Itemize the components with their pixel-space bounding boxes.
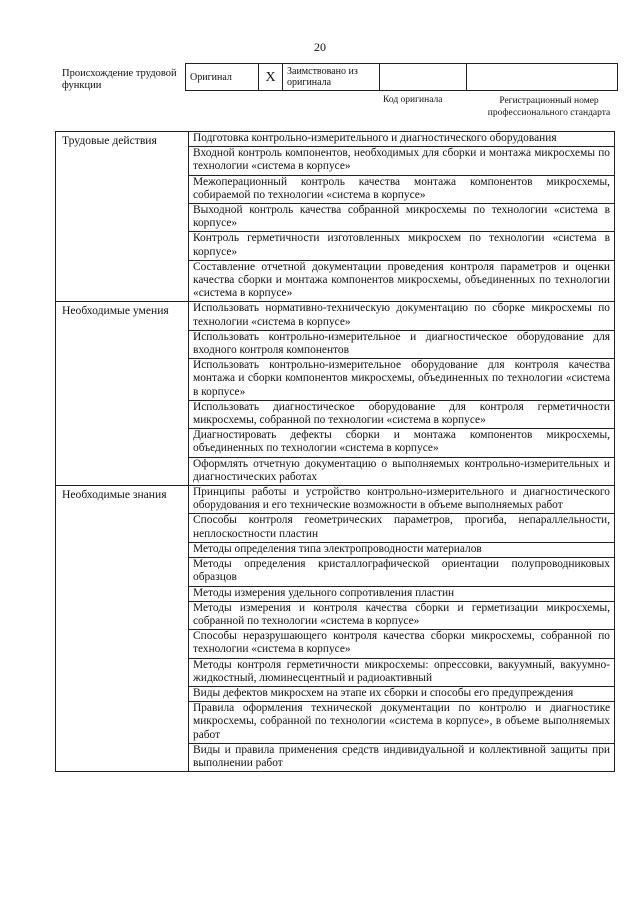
section-item: Правила оформления технической документации по контролю и диагностике микросхемы, собранной по технологии «система в корпусе», в объеме выполняемых работ (189, 702, 615, 744)
labor-function-table (55, 131, 615, 772)
section-item: Способы контроля геометрических параметров, прогиба, непараллельности, неплоскостности пластин (189, 514, 615, 542)
section-item: Выходной контроль качества собранной микросхемы по технологии «система в корпусе» (189, 204, 615, 232)
section-title-labor-actions: Трудовые действия (56, 132, 189, 302)
section-item: Методы определения типа электропроводности материалов (189, 542, 615, 557)
section-item: Использовать диагностическое оборудование для контроля герметичности микросхемы, собранной по технологии «система в корпусе» (189, 400, 615, 428)
section-item: Методы измерения и контроля качества сборки и герметизации микросхемы, собранной по технологии «система в корпусе» (189, 601, 615, 629)
section-item: Виды дефектов микросхем на этапе их сборки и способы его предупреждения (189, 686, 615, 701)
origin-label: Происхождение трудовой функции (62, 68, 177, 91)
section-item: Методы определения кристаллографической ориентации полупроводниковых образцов (189, 558, 615, 586)
borrowed-label: Заимствовано из оригинала (283, 64, 380, 91)
section-item: Входной контроль компонентов, необходимых для сборки и монтажа микросхемы по технологии «система в корпусе» (189, 147, 615, 175)
section-title-required-skills: Необходимые умения (56, 302, 189, 486)
table-row (56, 132, 615, 147)
section-item: Оформлять отчетную документацию о выполняемых контрольно-измерительных и диагностических работах (189, 457, 615, 485)
section-item: Использовать контрольно-измерительное и диагностическое оборудование для входного контроля компонентов (189, 330, 615, 358)
original-label: Оригинал (186, 64, 259, 91)
registration-number-caption: Регистрационный номер профессионального стандарта (487, 96, 611, 118)
section-item: Контроль герметичности изготовленных микросхем по технологии «система в корпусе» (189, 232, 615, 260)
page-number: 20 (314, 40, 326, 54)
section-title-required-knowledge: Необходимые знания (56, 486, 189, 772)
table-row (56, 486, 615, 514)
original-code-cell (380, 64, 467, 91)
section-item: Принципы работы и устройство контрольно-измерительного и диагностического оборудования и его технические возможности в объеме выполняемых работ (189, 486, 615, 514)
registration-number-cell (467, 64, 618, 91)
origin-table (185, 63, 618, 91)
section-item: Использовать контрольно-измерительное оборудование для контроля качества монтажа и сборки компонентов микросхемы, объединенных по технологии «система в корпусе» (189, 359, 615, 401)
section-item: Методы контроля герметичности микросхемы: опрессовки, вакуумный, вакуумно-жидкостный, люминесцентный и радиоактивный (189, 658, 615, 686)
original-mark: X (259, 64, 283, 91)
section-item: Межоперационный контроль качества монтажа компонентов микросхемы, собираемой по технологии «система в корпусе» (189, 175, 615, 203)
section-item: Использовать нормативно-техническую документацию по сборке микросхемы по технологии «система в корпусе» (189, 302, 615, 330)
section-item: Диагностировать дефекты сборки и монтажа компонентов микросхемы, объединенных по технологии «система в корпусе» (189, 429, 615, 457)
original-code-caption: Код оригинала (383, 95, 443, 105)
section-item: Виды и правила применения средств индивидуальной и коллективной защиты при выполнении работ (189, 743, 615, 771)
section-item: Составление отчетной документации проведения контроля параметров и оценки качества сборки и монтажа компонентов микросхемы, объединенных по технологии «система в корпусе» (189, 260, 615, 302)
section-item: Способы неразрушающего контроля качества сборки микросхемы, собранной по технологии «система в корпусе» (189, 630, 615, 658)
section-item: Подготовка контрольно-измерительного и диагностического оборудования (189, 132, 615, 147)
table-row (56, 302, 615, 330)
section-item: Методы измерения удельного сопротивления пластин (189, 586, 615, 601)
labor-function-table-body (56, 132, 615, 772)
